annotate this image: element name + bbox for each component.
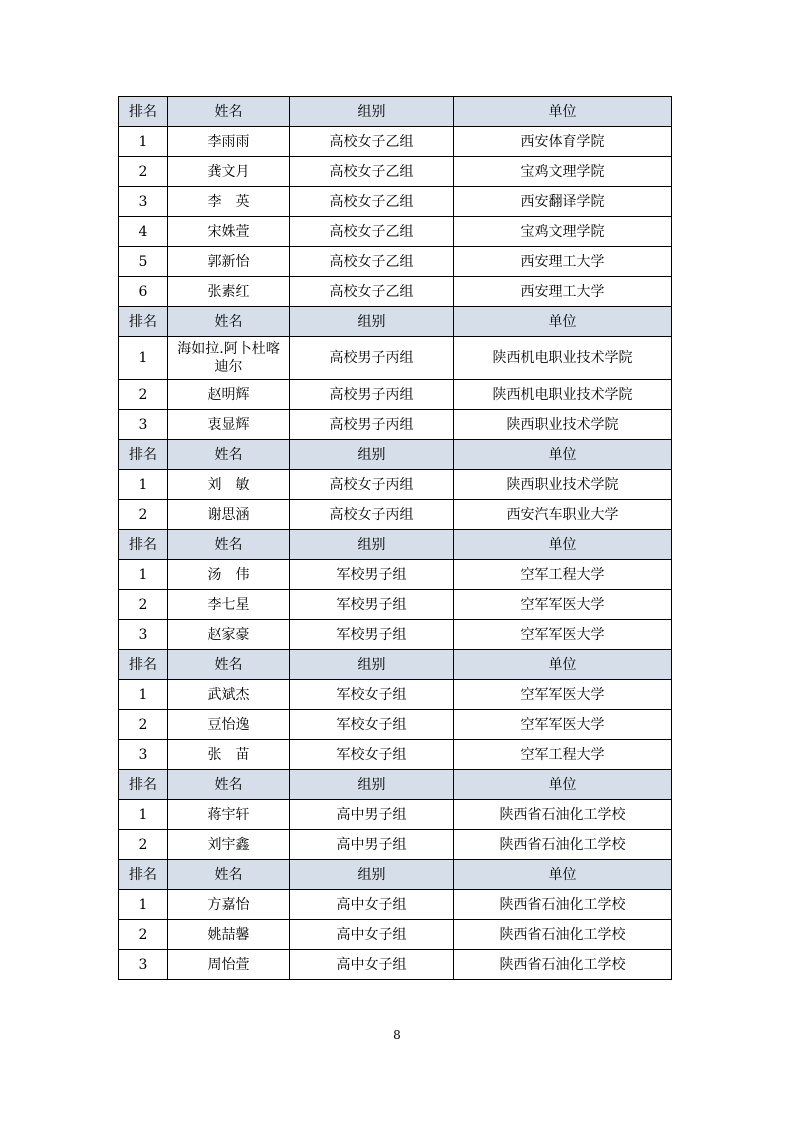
name-cell: 刘宇鑫 xyxy=(168,830,290,860)
unit-cell: 宝鸡文理学院 xyxy=(454,217,672,247)
group-cell: 高中女子组 xyxy=(290,890,454,920)
rank-cell: 1 xyxy=(119,127,168,157)
group-cell: 高校女子丙组 xyxy=(290,470,454,500)
name-cell: 方嘉怡 xyxy=(168,890,290,920)
name-cell: 衷显辉 xyxy=(168,410,290,440)
unit-cell: 陕西机电职业技术学院 xyxy=(454,380,672,410)
unit-cell: 空军军医大学 xyxy=(454,590,672,620)
rank-cell: 4 xyxy=(119,217,168,247)
table-row xyxy=(119,247,672,277)
unit-header: 单位 xyxy=(454,770,672,800)
rank-cell: 5 xyxy=(119,247,168,277)
table-row xyxy=(119,740,672,770)
results-table xyxy=(118,96,672,980)
unit-cell: 宝鸡文理学院 xyxy=(454,157,672,187)
unit-cell: 空军军医大学 xyxy=(454,710,672,740)
name-cell: 郭新怡 xyxy=(168,247,290,277)
unit-cell: 陕西省石油化工学校 xyxy=(454,920,672,950)
rank-header: 排名 xyxy=(119,307,168,337)
group-cell: 军校女子组 xyxy=(290,740,454,770)
rank-cell: 2 xyxy=(119,920,168,950)
name-cell: 张 苗 xyxy=(168,740,290,770)
group-cell: 高校女子乙组 xyxy=(290,187,454,217)
name-cell: 赵明辉 xyxy=(168,380,290,410)
unit-header: 单位 xyxy=(454,307,672,337)
group-cell: 高校男子丙组 xyxy=(290,380,454,410)
table-row xyxy=(119,217,672,247)
rank-cell: 1 xyxy=(119,470,168,500)
unit-cell: 西安翻译学院 xyxy=(454,187,672,217)
rank-cell: 1 xyxy=(119,800,168,830)
group-cell: 军校女子组 xyxy=(290,710,454,740)
table-row xyxy=(119,470,672,500)
page-number: 8 xyxy=(393,1028,401,1042)
unit-cell: 西安体育学院 xyxy=(454,127,672,157)
name-cell: 海如拉.阿卜杜喀迪尔 xyxy=(168,337,290,380)
name-cell: 张素红 xyxy=(168,277,290,307)
group-header: 组别 xyxy=(290,97,454,127)
name-header: 姓名 xyxy=(168,307,290,337)
name-cell: 李雨雨 xyxy=(168,127,290,157)
name-cell: 蒋宇轩 xyxy=(168,800,290,830)
table-row xyxy=(119,500,672,530)
table-row xyxy=(119,710,672,740)
unit-cell: 西安理工大学 xyxy=(454,277,672,307)
rank-header: 排名 xyxy=(119,860,168,890)
rank-cell: 6 xyxy=(119,277,168,307)
group-cell: 高校女子乙组 xyxy=(290,217,454,247)
table-row xyxy=(119,830,672,860)
group-cell: 高校女子丙组 xyxy=(290,500,454,530)
group-cell: 高校女子乙组 xyxy=(290,157,454,187)
group-header: 组别 xyxy=(290,650,454,680)
group-cell: 高校男子丙组 xyxy=(290,337,454,380)
rank-cell: 3 xyxy=(119,950,168,980)
table-row xyxy=(119,620,672,650)
name-header: 姓名 xyxy=(168,860,290,890)
table-header-row xyxy=(119,440,672,470)
rank-cell: 2 xyxy=(119,590,168,620)
group-header: 组别 xyxy=(290,530,454,560)
group-cell: 军校男子组 xyxy=(290,620,454,650)
name-cell: 李 英 xyxy=(168,187,290,217)
unit-cell: 空军军医大学 xyxy=(454,680,672,710)
unit-cell: 空军工程大学 xyxy=(454,740,672,770)
table-header-row xyxy=(119,530,672,560)
table-row xyxy=(119,590,672,620)
name-cell: 李七星 xyxy=(168,590,290,620)
table-row xyxy=(119,187,672,217)
group-cell: 军校女子组 xyxy=(290,680,454,710)
table-row xyxy=(119,680,672,710)
unit-cell: 陕西机电职业技术学院 xyxy=(454,337,672,380)
name-header: 姓名 xyxy=(168,97,290,127)
name-header: 姓名 xyxy=(168,530,290,560)
table-row xyxy=(119,337,672,380)
rank-cell: 2 xyxy=(119,380,168,410)
group-header: 组别 xyxy=(290,307,454,337)
rank-cell: 1 xyxy=(119,337,168,380)
name-cell: 姚喆馨 xyxy=(168,920,290,950)
unit-cell: 陕西省石油化工学校 xyxy=(454,890,672,920)
name-cell: 赵家豪 xyxy=(168,620,290,650)
table-row xyxy=(119,560,672,590)
rank-cell: 2 xyxy=(119,710,168,740)
name-header: 姓名 xyxy=(168,770,290,800)
table-header-row xyxy=(119,770,672,800)
rank-cell: 3 xyxy=(119,740,168,770)
unit-header: 单位 xyxy=(454,440,672,470)
rank-cell: 2 xyxy=(119,157,168,187)
rank-cell: 1 xyxy=(119,560,168,590)
group-cell: 高中女子组 xyxy=(290,950,454,980)
table-row xyxy=(119,127,672,157)
table-row xyxy=(119,800,672,830)
rank-cell: 1 xyxy=(119,890,168,920)
unit-cell: 陕西省石油化工学校 xyxy=(454,950,672,980)
unit-cell: 陕西职业技术学院 xyxy=(454,470,672,500)
unit-cell: 西安理工大学 xyxy=(454,247,672,277)
unit-header: 单位 xyxy=(454,650,672,680)
unit-cell: 西安汽车职业大学 xyxy=(454,500,672,530)
rank-cell: 3 xyxy=(119,410,168,440)
unit-cell: 陕西省石油化工学校 xyxy=(454,830,672,860)
unit-cell: 陕西省石油化工学校 xyxy=(454,800,672,830)
name-cell: 宋姝萱 xyxy=(168,217,290,247)
name-cell: 谢思涵 xyxy=(168,500,290,530)
table-row xyxy=(119,277,672,307)
table-row xyxy=(119,950,672,980)
rank-cell: 3 xyxy=(119,187,168,217)
group-header: 组别 xyxy=(290,770,454,800)
rank-cell: 2 xyxy=(119,500,168,530)
table-row xyxy=(119,410,672,440)
unit-cell: 空军军医大学 xyxy=(454,620,672,650)
name-cell: 龚文月 xyxy=(168,157,290,187)
name-cell: 周怡萱 xyxy=(168,950,290,980)
group-cell: 高中男子组 xyxy=(290,830,454,860)
unit-header: 单位 xyxy=(454,530,672,560)
table-header-row xyxy=(119,650,672,680)
table-body xyxy=(119,97,672,980)
group-header: 组别 xyxy=(290,440,454,470)
group-cell: 高校女子乙组 xyxy=(290,247,454,277)
name-cell: 汤 伟 xyxy=(168,560,290,590)
name-cell: 刘 敏 xyxy=(168,470,290,500)
table-row xyxy=(119,157,672,187)
table-row xyxy=(119,380,672,410)
group-cell: 高中女子组 xyxy=(290,920,454,950)
table-row xyxy=(119,890,672,920)
rank-cell: 1 xyxy=(119,680,168,710)
unit-header: 单位 xyxy=(454,97,672,127)
unit-header: 单位 xyxy=(454,860,672,890)
rank-header: 排名 xyxy=(119,97,168,127)
name-cell: 武斌杰 xyxy=(168,680,290,710)
name-header: 姓名 xyxy=(168,650,290,680)
rank-header: 排名 xyxy=(119,530,168,560)
group-cell: 军校男子组 xyxy=(290,560,454,590)
table-header-row xyxy=(119,860,672,890)
unit-cell: 空军工程大学 xyxy=(454,560,672,590)
rank-cell: 2 xyxy=(119,830,168,860)
rank-header: 排名 xyxy=(119,440,168,470)
name-cell: 豆怡逸 xyxy=(168,710,290,740)
name-header: 姓名 xyxy=(168,440,290,470)
table-row xyxy=(119,920,672,950)
group-header: 组别 xyxy=(290,860,454,890)
rank-header: 排名 xyxy=(119,770,168,800)
group-cell: 高中男子组 xyxy=(290,800,454,830)
group-cell: 军校男子组 xyxy=(290,590,454,620)
group-cell: 高校女子乙组 xyxy=(290,127,454,157)
rank-cell: 3 xyxy=(119,620,168,650)
rank-header: 排名 xyxy=(119,650,168,680)
group-cell: 高校女子乙组 xyxy=(290,277,454,307)
group-cell: 高校男子丙组 xyxy=(290,410,454,440)
table-header-row xyxy=(119,307,672,337)
table-header-row xyxy=(119,97,672,127)
unit-cell: 陕西职业技术学院 xyxy=(454,410,672,440)
